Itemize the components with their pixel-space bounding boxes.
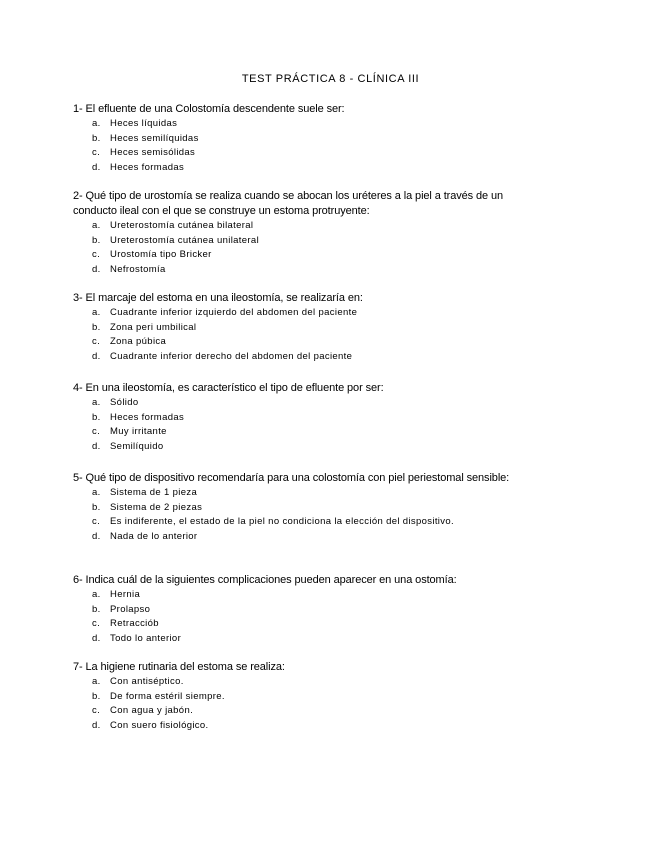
option-letter: d. — [92, 530, 101, 542]
option-text: Con agua y jabón. — [110, 705, 194, 717]
option-letter: d. — [92, 719, 101, 731]
option-list — [73, 675, 543, 733]
option-letter: c. — [92, 249, 101, 261]
option-text: Heces líquidas — [110, 118, 178, 129]
option-letter: b. — [92, 501, 101, 513]
question-text: 2- Qué tipo de urostomía se realiza cuando se abocan los uréteres a la piel a través de un conducto ileal con el que se construye un estoma protruyente: — [73, 190, 504, 217]
option-a — [73, 588, 543, 603]
option-b — [73, 132, 543, 147]
option-letter: b. — [92, 321, 101, 333]
option-letter: b. — [92, 132, 101, 144]
option-c — [73, 515, 543, 530]
option-text: Ureterostomía cutánea unilateral — [110, 234, 260, 246]
option-c — [73, 146, 543, 161]
option-letter: a. — [92, 397, 101, 408]
option-text: Prolapso — [110, 603, 151, 615]
option-a — [73, 486, 543, 501]
option-d — [73, 263, 543, 278]
option-b — [73, 234, 543, 249]
option-d — [73, 632, 543, 647]
option-a — [73, 675, 543, 690]
option-b — [73, 501, 543, 516]
option-d — [73, 350, 543, 365]
option-text: Cuadrante inferior derecho del abdomen del paciente — [110, 350, 353, 362]
option-letter: b. — [92, 411, 101, 423]
option-letter: a. — [92, 676, 101, 687]
option-letter: a. — [92, 487, 101, 498]
option-list — [73, 486, 543, 544]
question-6 — [73, 573, 543, 646]
option-letter: a. — [92, 589, 101, 600]
option-list — [73, 588, 543, 646]
option-letter: c. — [92, 336, 101, 348]
option-text: Sólido — [110, 397, 139, 408]
option-text: Heces formadas — [110, 411, 185, 423]
option-text: Con suero fisiológico. — [110, 719, 209, 731]
option-d — [73, 719, 543, 734]
option-text: Hernia — [110, 589, 141, 600]
option-c — [73, 425, 543, 440]
option-letter: d. — [92, 263, 101, 275]
option-c — [73, 248, 543, 263]
option-letter: c. — [92, 618, 101, 630]
document-title: TEST PRÁCTICA 8 - CLÍNICA III — [241, 73, 420, 85]
option-d — [73, 440, 543, 455]
question-5 — [73, 471, 543, 544]
question-text: 1- El efluente de una Colostomía descendente suele ser: — [73, 103, 345, 115]
option-list — [73, 396, 543, 454]
question-text: 3- El marcaje del estoma en una ileostomía, se realizaría en: — [73, 292, 363, 304]
question-2 — [73, 189, 543, 277]
option-text: Sistema de 2 piezas — [110, 501, 203, 513]
option-letter: d. — [92, 440, 101, 452]
option-text: Urostomía tipo Bricker — [110, 249, 212, 261]
option-letter: d. — [92, 161, 101, 173]
option-text: Heces semilíquidas — [110, 132, 199, 144]
option-a — [73, 117, 543, 132]
option-text: De forma estéril siempre. — [110, 690, 225, 702]
option-text: Retracciób — [110, 618, 159, 630]
question-1 — [73, 102, 543, 175]
option-text: Heces semisólidas — [110, 147, 196, 159]
option-text: Zona púbica — [110, 336, 167, 348]
option-text: Ureterostomía cutánea bilateral — [110, 220, 254, 231]
option-letter: d. — [92, 632, 101, 644]
option-d — [73, 530, 543, 545]
question-7 — [73, 660, 543, 733]
option-d — [73, 161, 543, 176]
option-b — [73, 321, 543, 336]
option-a — [73, 219, 543, 234]
option-list — [73, 219, 543, 277]
option-c — [73, 704, 543, 719]
option-letter: a. — [92, 307, 101, 318]
option-letter: c. — [92, 426, 101, 438]
option-text: Es indiferente, el estado de la piel no condiciona la elección del dispositivo. — [110, 516, 454, 528]
option-text: Con antiséptico. — [110, 676, 184, 687]
option-letter: c. — [92, 516, 101, 528]
question-3 — [73, 291, 543, 364]
option-list — [73, 306, 543, 364]
option-a — [73, 306, 543, 321]
option-letter: c. — [92, 705, 101, 717]
option-b — [73, 690, 543, 705]
option-letter: d. — [92, 350, 101, 362]
option-text: Muy irritante — [110, 426, 167, 438]
question-4 — [73, 381, 543, 454]
option-b — [73, 411, 543, 426]
option-letter: a. — [92, 118, 101, 129]
option-text: Nada de lo anterior — [110, 530, 198, 542]
option-a — [73, 396, 543, 411]
option-letter: a. — [92, 220, 101, 231]
option-letter: b. — [92, 690, 101, 702]
question-text: 6- Indica cuál de la siguientes complicaciones pueden aparecer en una ostomía: — [73, 574, 457, 586]
option-c — [73, 335, 543, 350]
option-text: Zona peri umbilical — [110, 321, 197, 333]
question-text: 7- La higiene rutinaria del estoma se realiza: — [73, 661, 285, 673]
option-list — [73, 117, 543, 175]
question-text: 5- Qué tipo de dispositivo recomendaría para una colostomía con piel periestomal sensible: — [73, 472, 510, 484]
option-letter: b. — [92, 234, 101, 246]
option-c — [73, 617, 543, 632]
option-text: Nefrostomía — [110, 263, 166, 275]
option-text: Todo lo anterior — [110, 632, 182, 644]
option-b — [73, 603, 543, 618]
option-text: Semilíquido — [110, 440, 164, 452]
option-text: Cuadrante inferior izquierdo del abdomen del paciente — [110, 307, 358, 318]
option-text: Sistema de 1 pieza — [110, 487, 198, 498]
option-letter: b. — [92, 603, 101, 615]
question-text: 4- En una ileostomía, es característico el tipo de efluente por ser: — [73, 382, 384, 394]
option-letter: c. — [92, 147, 101, 159]
option-text: Heces formadas — [110, 161, 185, 173]
